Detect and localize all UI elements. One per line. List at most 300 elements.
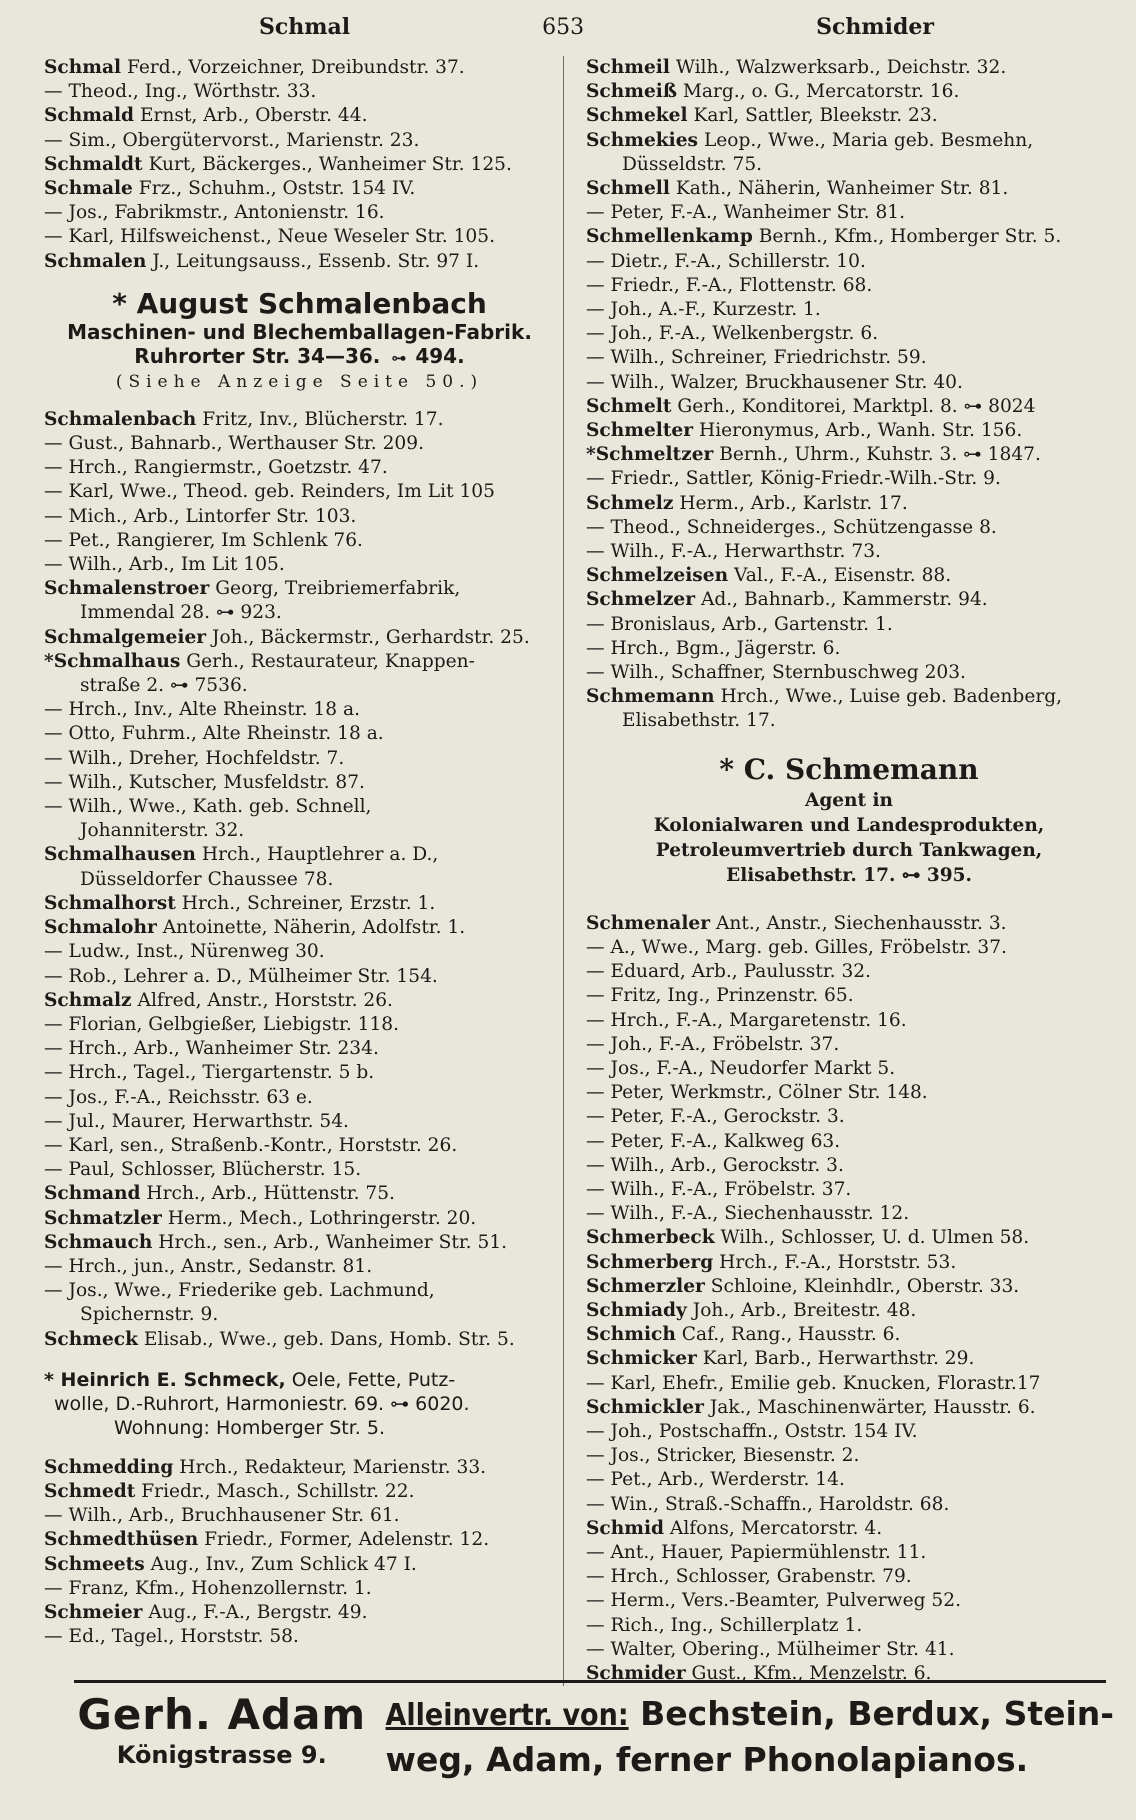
entry-surname: Schmalhausen [44, 844, 196, 866]
entry-text: Gerh., Restaurateur, Knappen- [180, 650, 475, 672]
entry-surname: Schmalohr [44, 917, 157, 939]
directory-entry [586, 1105, 1112, 1129]
directory-entry [586, 1347, 1112, 1371]
ad-schmeck-name: * Heinrich E. Schmeck, [44, 1368, 286, 1391]
directory-entry [586, 1226, 1112, 1250]
entry-surname: Schmalenstroer [44, 578, 210, 600]
entry-surname: Schmalen [44, 250, 147, 272]
directory-entry [44, 1480, 555, 1504]
entry-surname: Schmeiß [586, 81, 677, 103]
directory-entry [586, 613, 1112, 637]
entry-text: — Hrch., Rangiermstr., Goetzstr. 47. [44, 457, 388, 479]
footer-right-line1-text: Bechstein, Berdux, Stein- [628, 1694, 1114, 1733]
directory-entry [44, 1013, 555, 1037]
entry-text: — Pet., Rangierer, Im Schlenk 76. [44, 529, 363, 551]
entry-text: straße 2. ⊶ 7536. [80, 675, 248, 697]
directory-entry [586, 201, 1112, 225]
directory-entry [586, 104, 1112, 128]
entry-surname: Schmeier [44, 1601, 143, 1623]
directory-entry [586, 1081, 1112, 1105]
directory-entry [44, 1207, 555, 1231]
entry-text: — Pet., Arb., Werderstr. 14. [586, 1469, 845, 1491]
entry-text: J., Leitungsauss., Essenb. Str. 97 I. [146, 250, 480, 272]
entry-text: Hrch., sen., Arb., Wanheimer Str. 51. [152, 1231, 508, 1253]
directory-entry [44, 819, 555, 843]
entry-surname: Schmiady [586, 1299, 687, 1321]
directory-entry [586, 588, 1112, 612]
ad-schmalenbach-line2 [44, 344, 555, 370]
left-column [44, 56, 564, 1686]
entry-surname: Schmerzler [586, 1275, 705, 1297]
directory-entry [586, 346, 1112, 370]
entry-text: Wilh., Walzwerksarb., Deichstr. 32. [669, 57, 1007, 78]
entry-text: — Jul., Maurer, Herwarthstr. 54. [44, 1110, 349, 1132]
directory-entry [44, 129, 555, 153]
directory-entry [44, 577, 555, 601]
ad-schmeck-line1 [44, 1368, 555, 1392]
directory-entry [586, 274, 1112, 298]
directory-entry [586, 1420, 1112, 1444]
entry-text: — Dietr., F.-A., Schillerstr. 10. [586, 250, 866, 272]
directory-entry [586, 1323, 1112, 1347]
directory-entry [586, 80, 1112, 104]
footer-right [374, 1692, 1114, 1782]
footer-right-line2: weg, Adam, ferner Phonolapianos. [385, 1740, 1029, 1779]
directory-entry [586, 1130, 1112, 1154]
entry-text: — Rob., Lehrer a. D., Mülheimer Str. 154. [44, 965, 438, 987]
directory-entry [44, 965, 555, 989]
directory-entry [44, 1279, 555, 1303]
entry-text: — Joh., A.-F., Kurzestr. 1. [586, 299, 821, 321]
directory-entry [586, 419, 1112, 443]
entry-text: Karl, Sattler, Bleekstr. 23. [687, 105, 938, 127]
entry-text: Frz., Schuhm., Oststr. 154 IV. [132, 178, 416, 200]
directory-entry [44, 916, 555, 940]
entry-text: Hrch., Schreiner, Erzstr. 1. [175, 892, 436, 914]
entry-text: — Wilh., Schaffner, Sternbuschweg 203. [586, 662, 966, 684]
directory-entry [44, 56, 555, 80]
entry-text: Alfons, Mercatorstr. 4. [664, 1517, 883, 1539]
entry-text: Ferd., Vorzeichner, Dreibundstr. 37. [121, 57, 465, 78]
directory-entry [44, 529, 555, 553]
footer-company-address: Königstrasse 9. [116, 1741, 327, 1769]
entry-surname: Schmelzer [586, 589, 696, 611]
directory-entry [586, 1589, 1112, 1613]
footer-right-label: Alleinvertr. von: [385, 1698, 629, 1733]
entry-surname: Schmale [44, 178, 133, 200]
entry-text: — Hrch., Tagel., Tiergartenstr. 5 b. [44, 1062, 375, 1084]
entry-surname: Schmand [44, 1183, 141, 1205]
entry-text: Schloine, Kleinhdlr., Oberstr. 33. [704, 1275, 1020, 1297]
entry-text: — Sim., Obergütervorst., Marienstr. 23. [44, 129, 420, 151]
directory-entry [44, 250, 555, 274]
entry-surname: Schmerbeck [586, 1227, 715, 1249]
directory-entry [44, 1577, 555, 1601]
directory-entry [586, 1444, 1112, 1468]
directory-entry [586, 1178, 1112, 1202]
entry-text: — Jos., F.-A., Reichsstr. 63 e. [44, 1086, 313, 1108]
entry-surname: Schmaldt [44, 153, 143, 175]
directory-entry [586, 516, 1112, 540]
directory-entry [44, 1528, 555, 1552]
directory-entry [586, 1033, 1112, 1057]
entry-text: Georg, Treibriemerfabrik, [209, 578, 461, 600]
entry-text: Friedr., Former, Adelenstr. 12. [198, 1529, 490, 1551]
ad-schmeck-line1-rest: Oele, Fette, Putz- [285, 1368, 456, 1391]
entry-text: — Jos., Fabrikmstr., Antonienstr. 16. [44, 202, 385, 224]
directory-entry [586, 129, 1112, 153]
entry-text: — Hrch., Schlosser, Grabenstr. 79. [586, 1566, 912, 1588]
entry-text: Antoinette, Näherin, Adolfstr. 1. [156, 917, 466, 939]
entry-surname: Schmich [586, 1324, 676, 1346]
entry-text: — Karl, Ehefr., Emilie geb. Knucken, Florastr.17 [586, 1372, 1041, 1394]
directory-entry [44, 1255, 555, 1279]
entry-text: — Wilh., F.-A., Fröbelstr. 37. [586, 1178, 852, 1200]
directory-entry [44, 1061, 555, 1085]
entry-text: Düsseldorfer Chaussee 78. [80, 868, 334, 890]
entry-text: — Hrch., F.-A., Margaretenstr. 16. [586, 1009, 907, 1031]
entry-surname: Schmider [586, 1662, 686, 1684]
left-entries-b [44, 408, 555, 1352]
directory-entry [586, 1541, 1112, 1565]
directory-entry [44, 843, 555, 867]
ad-schmemann [586, 752, 1112, 888]
ad-schmalenbach-title: * August Schmalenbach [112, 286, 487, 320]
directory-entry [44, 104, 555, 128]
footer-left [70, 1692, 374, 1782]
ad-schmemann-line3: Petroleumvertrieb durch Tankwagen, [655, 839, 1043, 861]
directory-entry [586, 1614, 1112, 1638]
entry-text: Jak., Maschinenwärter, Hausstr. 6. [703, 1396, 1036, 1418]
ad-schmemann-line4: Elisabethstr. 17. ⊶ 395. [726, 864, 972, 886]
directory-entry [586, 1275, 1112, 1299]
directory-entry [44, 408, 555, 432]
directory-entry [44, 989, 555, 1013]
entry-surname: Schmicker [586, 1348, 697, 1370]
entry-text: — Jos., Stricker, Biesenstr. 2. [586, 1445, 860, 1467]
directory-entry [44, 80, 555, 104]
entry-text: — Ludw., Inst., Nürenweg 30. [44, 941, 325, 963]
entry-text: — Wilh., F.-A., Herwarthstr. 73. [586, 541, 881, 563]
entry-text: — Franz, Kfm., Hohenzollernstr. 1. [44, 1577, 372, 1599]
entry-surname: Schmal [44, 57, 122, 78]
entry-text: Ant., Anstr., Siechenhausstr. 3. [710, 912, 1007, 934]
entry-text: — Rich., Ing., Schillerplatz 1. [586, 1614, 863, 1636]
directory-entry [586, 1372, 1112, 1396]
directory-entry [44, 626, 555, 650]
directory-entry [44, 795, 555, 819]
directory-entry [44, 1303, 555, 1327]
entry-text: Herm., Arb., Karlstr. 17. [673, 492, 908, 514]
entry-text: — Peter, F.-A., Kalkweg 63. [586, 1130, 841, 1152]
directory-entry [44, 1456, 555, 1480]
entry-text: — Peter, F.-A., Wanheimer Str. 81. [586, 202, 906, 224]
directory-entry [586, 250, 1112, 274]
directory-entry [586, 395, 1112, 419]
entry-text: — Jos., Wwe., Friederike geb. Lachmund, [44, 1280, 435, 1302]
entry-text: — Gust., Bahnarb., Werthauser Str. 209. [44, 433, 424, 455]
directory-entry [44, 868, 555, 892]
directory-entry [44, 771, 555, 795]
directory-entry [586, 984, 1112, 1008]
ad-schmalenbach [44, 288, 555, 394]
directory-entry [44, 1086, 555, 1110]
entry-text: — Fritz, Ing., Prinzenstr. 65. [586, 985, 854, 1007]
directory-entry [586, 1517, 1112, 1541]
entry-text: Aug., F.-A., Bergstr. 49. [142, 1601, 368, 1623]
entry-surname: Schmedthüsen [44, 1529, 199, 1551]
entry-text: Düsseldstr. 75. [622, 153, 763, 175]
directory-entry [44, 1134, 555, 1158]
page-number: 653 [542, 15, 585, 40]
entry-surname: Schmald [44, 105, 135, 127]
entry-surname: Schmid [586, 1517, 665, 1539]
entry-text: Hrch., Hauptlehrer a. D., [195, 844, 439, 866]
right-entries-a [586, 56, 1112, 734]
entry-text: — Wilh., Arb., Gerockstr. 3. [586, 1154, 844, 1176]
columns [44, 56, 1114, 1686]
entry-text: Herm., Mech., Lothringerstr. 20. [161, 1207, 477, 1229]
entry-text: — Joh., Postschaffn., Oststr. 154 IV. [586, 1420, 918, 1442]
entry-text: Elisab., Wwe., geb. Dans, Homb. Str. 5. [137, 1328, 515, 1350]
directory-entry [44, 940, 555, 964]
directory-entry [586, 685, 1112, 709]
directory-entry [44, 1553, 555, 1577]
entry-text: — Joh., F.-A., Welkenbergstr. 6. [586, 323, 879, 345]
ad-schmeck [44, 1368, 555, 1440]
entry-surname: Schmickler [586, 1396, 704, 1418]
entry-surname: Schmatzler [44, 1207, 162, 1229]
directory-entry [586, 540, 1112, 564]
entry-text: — Karl, Wwe., Theod. geb. Reinders, Im Lit 105 [44, 481, 495, 503]
directory-entry [586, 322, 1112, 346]
entry-text: — Hrch., jun., Anstr., Sedanstr. 81. [44, 1255, 373, 1277]
directory-entry [44, 456, 555, 480]
directory-entry [44, 1601, 555, 1625]
entry-text: Kath., Näherin, Wanheimer Str. 81. [669, 178, 1009, 200]
entry-text: — Wilh., Arb., Im Lit 105. [44, 554, 285, 576]
entry-text: Friedr., Masch., Schillstr. 22. [135, 1480, 415, 1502]
entry-text: — Wilh., Dreher, Hochfeldstr. 7. [44, 747, 345, 769]
directory-entry [44, 1504, 555, 1528]
directory-entry [586, 960, 1112, 984]
entry-text: — Hrch., Arb., Wanheimer Str. 234. [44, 1038, 379, 1060]
entry-text: — Hrch., Bgm., Jägerstr. 6. [586, 637, 841, 659]
entry-surname: Schmeil [586, 57, 670, 78]
entry-surname: Schmalz [44, 989, 132, 1011]
entry-surname: Schmedding [44, 1456, 174, 1478]
entry-text: — Joh., F.-A., Fröbelstr. 37. [586, 1033, 840, 1055]
directory-entry [44, 505, 555, 529]
entry-text: — Wilh., F.-A., Siechenhausstr. 12. [586, 1203, 910, 1225]
directory-entry [44, 1110, 555, 1134]
entry-text: Spichernstr. 9. [80, 1304, 219, 1326]
entry-text: — Eduard, Arb., Paulusstr. 32. [586, 961, 872, 983]
directory-entry [586, 1396, 1112, 1420]
directory-entry [586, 298, 1112, 322]
entry-text: — Friedr., Sattler, König-Friedr.-Wilh.-Str. 9. [586, 468, 1001, 490]
directory-entry [44, 1625, 555, 1649]
entry-surname: Schmelzeisen [586, 565, 729, 587]
directory-entry [44, 1231, 555, 1255]
entry-text: — A., Wwe., Marg. geb. Gilles, Fröbelstr. 37. [586, 936, 1007, 958]
entry-surname: Schmenaler [586, 912, 711, 934]
directory-entry [586, 177, 1112, 201]
directory-entry [44, 177, 555, 201]
right-entries-b [586, 912, 1112, 1687]
entry-surname: Schmeets [44, 1553, 145, 1575]
entry-surname: Schmelter [586, 420, 694, 442]
entry-surname: Schmalhorst [44, 892, 176, 914]
entry-text: Marg., o. G., Mercatorstr. 16. [676, 81, 960, 103]
directory-entry [44, 1158, 555, 1182]
footer-advertisement [70, 1692, 1114, 1782]
entry-text: — Otto, Fuhrm., Alte Rheinstr. 18 a. [44, 723, 384, 745]
entry-surname: Schmedt [44, 1480, 136, 1502]
entry-text: Ernst, Arb., Oberstr. 44. [134, 105, 368, 127]
left-entries-a [44, 56, 555, 274]
entry-surname: Schmelt [586, 395, 672, 417]
entry-text: Hrch., Arb., Hüttenstr. 75. [140, 1183, 395, 1205]
directory-entry [586, 443, 1112, 467]
entry-surname: *Schmeltzer [586, 444, 714, 466]
directory-entry [586, 637, 1112, 661]
entry-text: Val., F.-A., Eisenstr. 88. [728, 565, 952, 587]
left-entries-c [44, 1456, 555, 1650]
ad-schmalenbach-line1: Maschinen- und Blechemballagen-Fabrik. [67, 319, 532, 344]
entry-text: Hrch., Wwe., Luise geb. Badenberg, [714, 686, 1063, 708]
entry-text: Joh., Arb., Breitestr. 48. [686, 1299, 917, 1321]
entry-text: Gust., Kfm., Menzelstr. 6. [685, 1662, 932, 1684]
entry-text: — Ant., Hauer, Papiermühlenstr. 11. [586, 1541, 927, 1563]
entry-surname: Schmeck [44, 1328, 138, 1350]
entry-text: — Theod., Schneiderges., Schützengasse 8. [586, 516, 997, 538]
directory-entry [586, 153, 1112, 177]
directory-entry [44, 722, 555, 746]
entry-text: — Win., Straß.-Schaffn., Haroldstr. 68. [586, 1493, 950, 1515]
entry-text: Alfred, Anstr., Horststr. 26. [131, 989, 393, 1011]
entry-text: — Wilh., Walzer, Bruckhausener Str. 40. [586, 371, 963, 393]
entry-surname: Schmalgemeier [44, 626, 207, 648]
entry-text: Fritz, Inv., Blücherstr. 17. [196, 408, 444, 430]
ad-schmemann-title: * C. Schmemann [719, 752, 979, 786]
entry-text: — Florian, Gelbgießer, Liebigstr. 118. [44, 1013, 400, 1035]
entry-text: Hieronymus, Arb., Wanh. Str. 156. [693, 420, 1023, 442]
entry-text: — Walter, Obering., Mülheimer Str. 41. [586, 1638, 955, 1660]
entry-surname: Schmemann [586, 686, 715, 708]
directory-entry [586, 1638, 1112, 1662]
directory-entry [586, 225, 1112, 249]
directory-entry [44, 674, 555, 698]
directory-entry [586, 1299, 1112, 1323]
entry-text: Ad., Bahnarb., Kammerstr. 94. [695, 589, 988, 611]
entry-text: — Bronislaus, Arb., Gartenstr. 1. [586, 613, 893, 635]
entry-text: Bernh., Kfm., Homberger Str. 5. [752, 226, 1062, 248]
entry-surname: Schmerberg [586, 1251, 714, 1273]
entry-text: Leop., Wwe., Maria geb. Besmehn, [698, 129, 1034, 151]
directory-entry [586, 467, 1112, 491]
entry-text: Bernh., Uhrm., Kuhstr. 3. ⊶ 1847. [713, 444, 1041, 466]
directory-entry [586, 1565, 1112, 1589]
directory-entry [44, 201, 555, 225]
directory-entry [44, 1328, 555, 1352]
footer-divider [74, 1680, 1106, 1683]
entry-text: Wilh., Schlosser, U. d. Ulmen 58. [714, 1227, 1030, 1249]
directory-entry [586, 1468, 1112, 1492]
entry-surname: Schmalenbach [44, 408, 197, 430]
entry-text: Kurt, Bäckerges., Wanheimer Str. 125. [142, 153, 512, 175]
entry-text: — Theod., Ing., Wörthstr. 33. [44, 81, 317, 103]
directory-entry [586, 1009, 1112, 1033]
entry-text: — Hrch., Inv., Alte Rheinstr. 18 a. [44, 699, 360, 721]
entry-text: — Karl, sen., Straßenb.-Kontr., Horststr. 26. [44, 1134, 458, 1156]
directory-entry [44, 1182, 555, 1206]
entry-text: Aug., Inv., Zum Schlick 47 I. [144, 1553, 417, 1575]
entry-text: — Herm., Vers.-Beamter, Pulverweg 52. [586, 1590, 961, 1612]
entry-surname: Schmelz [586, 492, 674, 514]
directory-entry [586, 1154, 1112, 1178]
entry-text: — Wilh., Arb., Bruchhausener Str. 61. [44, 1505, 400, 1527]
directory-entry [44, 892, 555, 916]
telephone-icon: ⊶ [391, 348, 405, 367]
entry-text: — Paul, Schlosser, Blücherstr. 15. [44, 1159, 362, 1181]
ad-schmalenbach-note: (Siehe Anzeige Seite 50.) [115, 371, 484, 392]
entry-surname: Schmell [586, 178, 670, 200]
ad-schmemann-line1: Agent in [805, 789, 893, 811]
footer-company-name: Gerh. Adam [77, 1690, 367, 1739]
directory-entry [586, 56, 1112, 80]
entry-text: Gerh., Konditorei, Marktpl. 8. ⊶ 8024 [671, 395, 1036, 417]
directory-entry [44, 1037, 555, 1061]
entry-text: Hrch., F.-A., Horststr. 53. [713, 1251, 957, 1273]
directory-entry [44, 480, 555, 504]
ad-schmemann-line2: Kolonialwaren und Landesprodukten, [653, 814, 1045, 836]
entry-text: Johanniterstr. 32. [80, 820, 245, 842]
directory-entry [44, 698, 555, 722]
entry-text: — Friedr., F.-A., Flottenstr. 68. [586, 274, 873, 296]
footer-right-line1 [386, 1692, 1114, 1738]
page-header [44, 14, 1114, 56]
ad-schmeck-line3: Wohnung: Homberger Str. 5. [114, 1416, 386, 1439]
entry-surname: *Schmalhaus [44, 650, 181, 672]
right-column [564, 56, 1112, 1686]
entry-surname: Schmekel [586, 105, 688, 127]
ad-schmeck-line2: wolle, D.-Ruhrort, Harmoniestr. 69. ⊶ 6020. [54, 1392, 470, 1415]
entry-surname: Schmauch [44, 1231, 153, 1253]
entry-text: — Karl, Hilfsweichenst., Neue Weseler Str. 105. [44, 226, 495, 248]
entry-text: Elisabethstr. 17. [622, 710, 776, 732]
directory-entry [586, 564, 1112, 588]
directory-entry [586, 912, 1112, 936]
directory-entry [586, 936, 1112, 960]
entry-text: — Wilh., Schreiner, Friedrichstr. 59. [586, 347, 927, 369]
directory-entry [586, 709, 1112, 733]
directory-entry [44, 225, 555, 249]
directory-entry [44, 153, 555, 177]
entry-text: — Mich., Arb., Lintorfer Str. 103. [44, 505, 357, 527]
directory-entry [44, 432, 555, 456]
directory-entry [44, 650, 555, 674]
directory-entry [44, 601, 555, 625]
directory-entry [586, 1251, 1112, 1275]
directory-entry [586, 1493, 1112, 1517]
directory-entry [586, 1202, 1112, 1226]
entry-text: — Peter, Werkmstr., Cölner Str. 148. [586, 1082, 928, 1104]
entry-text: — Wilh., Wwe., Kath. geb. Schnell, [44, 796, 372, 818]
header-right-keyword: Schmider [816, 14, 934, 40]
directory-entry [586, 492, 1112, 516]
entry-text: — Peter, F.-A., Gerockstr. 3. [586, 1106, 845, 1128]
